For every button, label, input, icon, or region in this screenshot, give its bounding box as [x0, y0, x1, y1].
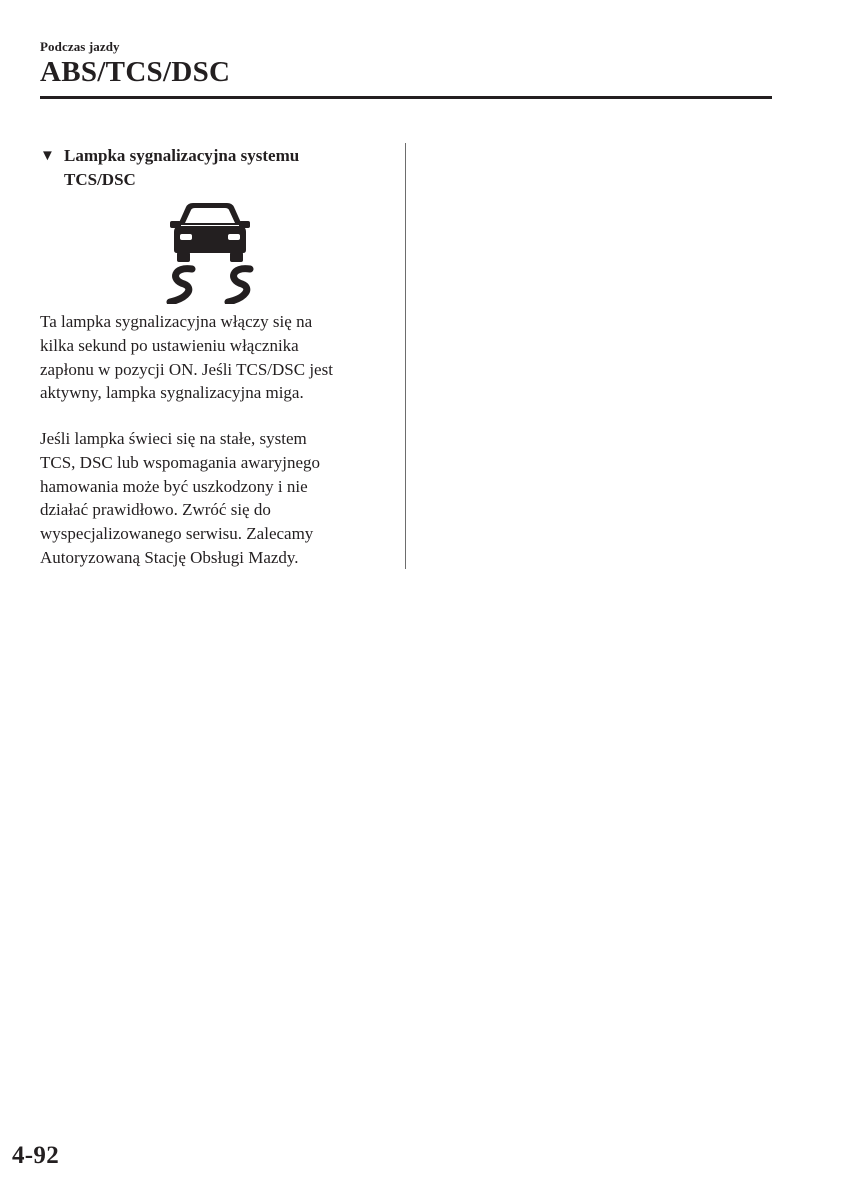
tcs-dsc-skidding-car-icon — [164, 200, 256, 304]
paragraph1-line-4: aktywny, lampka sygnalizacyjna miga. — [40, 383, 304, 403]
paragraph2-line-5: wyspecjalizowanego serwisu. Zalecamy — [40, 524, 314, 544]
page-number: 4-92 — [12, 1142, 60, 1169]
paragraph2-line-4: działać prawidłowo. Zwróć się do — [40, 500, 271, 520]
title-rule — [40, 96, 772, 99]
paragraph2-line-6: Autoryzowaną Stację Obsługi Mazdy. — [40, 547, 299, 567]
paragraph1-line-2: kilka sekund po ustawieniu włącznika — [40, 335, 299, 355]
paragraph2-line-2: TCS, DSC lub wspomagania awaryjnego — [40, 452, 320, 472]
paragraph-warning-light-behavior — [40, 310, 390, 405]
paragraph2-line-3: hamowania może być uszkodzony i nie — [40, 476, 308, 496]
triangle-marker-icon: ▼ — [40, 148, 55, 164]
column-divider — [405, 143, 406, 569]
section-label: Podczas jazdy — [40, 39, 120, 54]
page-title: ABS/TCS/DSC — [40, 56, 231, 88]
paragraph1-line-1: Ta lampka sygnalizacyjna włączy się na — [40, 312, 313, 331]
paragraph2-line-1: Jeśli lampka świeci się na stałe, system — [40, 429, 307, 448]
paragraph1-line-3: zapłonu w pozycji ON. Jeśli TCS/DSC jest — [40, 359, 333, 379]
subheading-line-1: Lampka sygnalizacyjna systemu — [64, 146, 300, 165]
subheading-line-2: TCS/DSC — [64, 170, 136, 189]
paragraph-malfunction-advice — [40, 427, 390, 570]
